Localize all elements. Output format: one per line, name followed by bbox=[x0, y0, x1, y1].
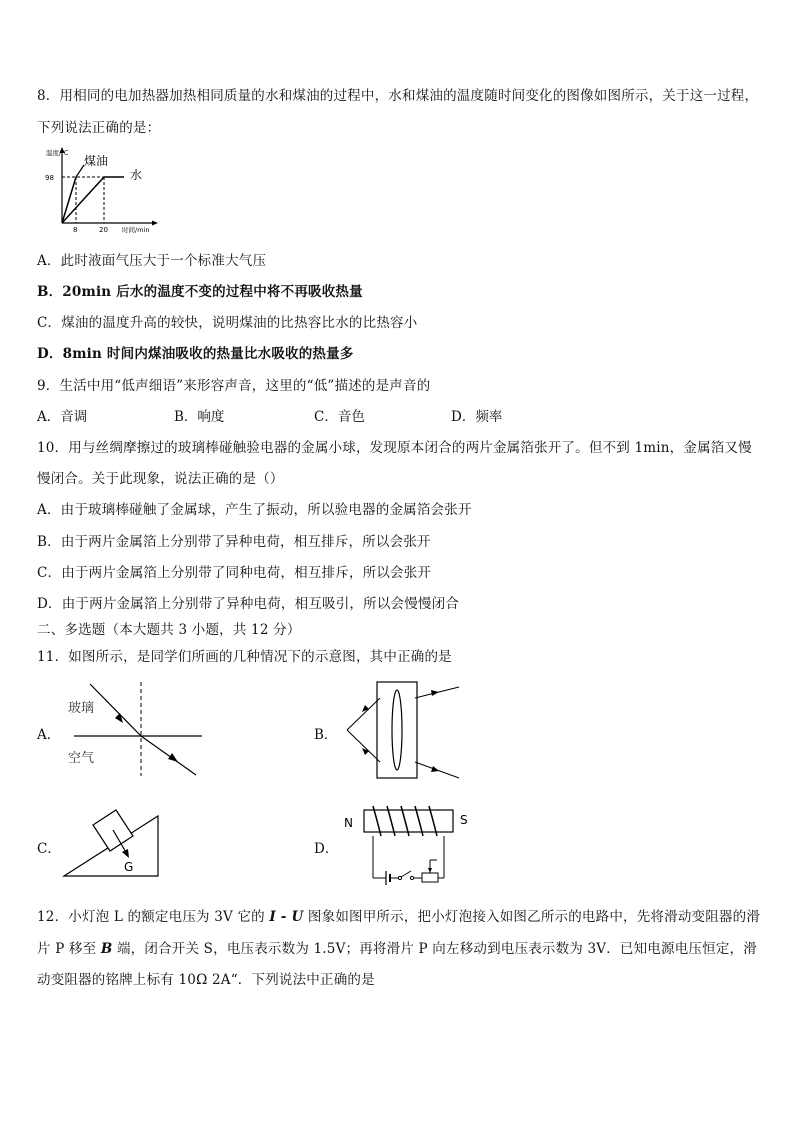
temperature-time-graph bbox=[42, 143, 162, 235]
q9-option-c: C．音色 bbox=[314, 409, 365, 425]
q9-option-b: B．响度 bbox=[174, 409, 225, 425]
electromagnet-diagram bbox=[340, 800, 475, 892]
refraction-diagram bbox=[60, 680, 210, 780]
q8-stem-line1: 8．用相同的电加热器加热相同质量的水和煤油的过程中，水和煤油的温度随时间变化的图像如图所示，关于这一过程， bbox=[37, 88, 759, 104]
q8-option-c: C．煤油的温度升高的较快，说明煤油的比热容比水的比热容小 bbox=[37, 315, 418, 331]
x-tick-8: 8 bbox=[73, 226, 78, 234]
q8-option-a: A．此时液面气压大于一个标准大气压 bbox=[37, 253, 267, 269]
q12-stem-line3: 动变阻器的铭牌上标有 10Ω 2A“．下列说法中正确的是 bbox=[37, 972, 375, 988]
lens-diagram bbox=[335, 676, 470, 784]
x-tick-20: 20 bbox=[99, 226, 108, 234]
q11-option-c-label: C． bbox=[37, 841, 61, 857]
q9-option-a: A．音调 bbox=[37, 409, 88, 425]
q10-option-c: C．由于两片金属箔上分别带了同种电荷，相互排斥，所以会张开 bbox=[37, 565, 432, 581]
water-label: 水 bbox=[130, 168, 143, 182]
y-axis-label: 温度/℃ bbox=[46, 149, 69, 157]
q12-stem-line1: 12．小灯泡 L 的额定电压为 3V 它的 I - U 图象如图甲所示，把小灯泡接入如图乙所示的电路中，先将滑动变阻器的滑 bbox=[37, 909, 761, 925]
q11-option-d-label: D． bbox=[314, 841, 339, 857]
n-pole-label: N bbox=[344, 816, 353, 830]
q10-option-a: A．由于玻璃棒碰触了金属球，产生了振动，所以验电器的金属箔会张开 bbox=[37, 502, 472, 518]
q11-option-a-label: A． bbox=[37, 727, 61, 743]
air-label: 空气 bbox=[68, 751, 95, 766]
q11-option-b-label: B． bbox=[314, 727, 338, 743]
x-axis-label: 时间/min bbox=[122, 226, 150, 234]
q8-stem-line2: 下列说法正确的是： bbox=[37, 120, 161, 136]
q12-stem-line2: 片 P 移至 B 端，闭合开关 S，电压表示数为 1.5V；再将滑片 P 向左移动到电压表示数为 3V．已知电源电压恒定，滑 bbox=[37, 941, 757, 957]
gravity-label: G bbox=[124, 860, 134, 874]
incline-force-diagram bbox=[60, 800, 170, 880]
q8-option-b: B．20min 后水的温度不变的过程中将不再吸收热量 bbox=[37, 284, 363, 300]
q10-stem-line2: 慢闭合。关于此现象，说法正确的是（） bbox=[37, 471, 284, 487]
q9-option-d: D．频率 bbox=[451, 409, 503, 425]
q8-option-d: D．8min 时间内煤油吸收的热量比水吸收的热量多 bbox=[37, 346, 354, 362]
glass-label: 玻璃 bbox=[68, 701, 95, 716]
kerosene-label: 煤油 bbox=[84, 154, 109, 168]
section-heading-multiple-choice: 二、多选题（本大题共 3 小题，共 12 分） bbox=[37, 622, 301, 638]
y-tick-98: 98 bbox=[45, 174, 54, 182]
q9-stem: 9．生活中用“低声细语”来形容声音，这里的“低”描述的是声音的 bbox=[37, 378, 431, 394]
q10-option-b: B．由于两片金属箔上分别带了异种电荷，相互排斥，所以会张开 bbox=[37, 534, 431, 550]
q10-option-d: D．由于两片金属箔上分别带了异种电荷，相互吸引，所以会慢慢闭合 bbox=[37, 596, 460, 612]
q11-stem: 11．如图所示，是同学们所画的几种情况下的示意图，其中正确的是 bbox=[37, 649, 452, 665]
s-pole-label: S bbox=[460, 813, 468, 827]
q10-stem-line1: 10．用与丝绸摩擦过的玻璃棒碰触验电器的金属小球，发现原本闭合的两片金属箔张开了。但不到 1min，金属箔又慢 bbox=[37, 440, 752, 456]
